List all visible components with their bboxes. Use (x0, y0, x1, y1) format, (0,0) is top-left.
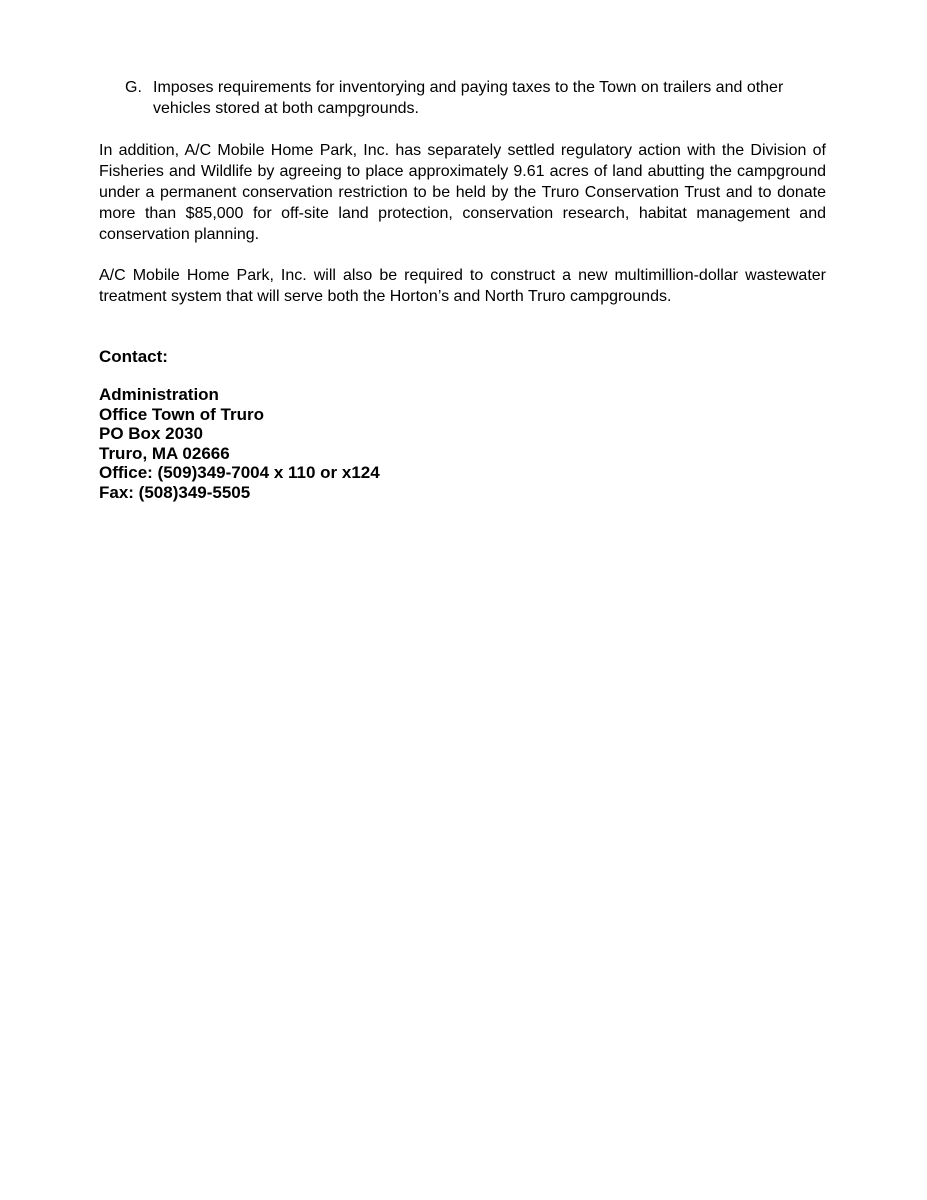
list-item-g-label: G. (125, 79, 142, 96)
contact-line-office-phone: Office: (509)349-7004 x 110 or x124 (99, 463, 380, 482)
contact-line-office-name: Office Town of Truro (99, 404, 264, 424)
contact-heading: Contact: (99, 347, 168, 366)
contact-line-department: Administration (99, 385, 219, 404)
contact-block (99, 385, 826, 502)
document-content (99, 77, 826, 502)
contact-line-fax: Fax: (508)349-5505 (99, 482, 251, 502)
contact-line-city-state-zip: Truro, MA 02666 (99, 443, 230, 463)
list-item-g-text: Imposes requirements for inventorying and paying taxes to the Town on trailers and other vehicles stored at both campgrounds. (153, 79, 784, 117)
list-item-g (125, 77, 825, 119)
paragraph-settlement: In addition, A/C Mobile Home Park, Inc. has separately settled regulatory action with the Division of Fisheries and Wildlife by agreeing to place approximately 9.61 acres of land abutting the campground under a permanent conservation restriction to be held by the Truro Conservation Trust and to donate more than $85,000 for off-site land protection, conservation research, habitat management and conservation planning. (99, 142, 826, 243)
paragraph-wastewater: A/C Mobile Home Park, Inc. will also be required to construct a new multimillion-dollar wastewater treatment system that will serve both the Horton’s and North Truro campgrounds. (99, 267, 826, 305)
contact-line-po-box: PO Box 2030 (99, 424, 203, 443)
